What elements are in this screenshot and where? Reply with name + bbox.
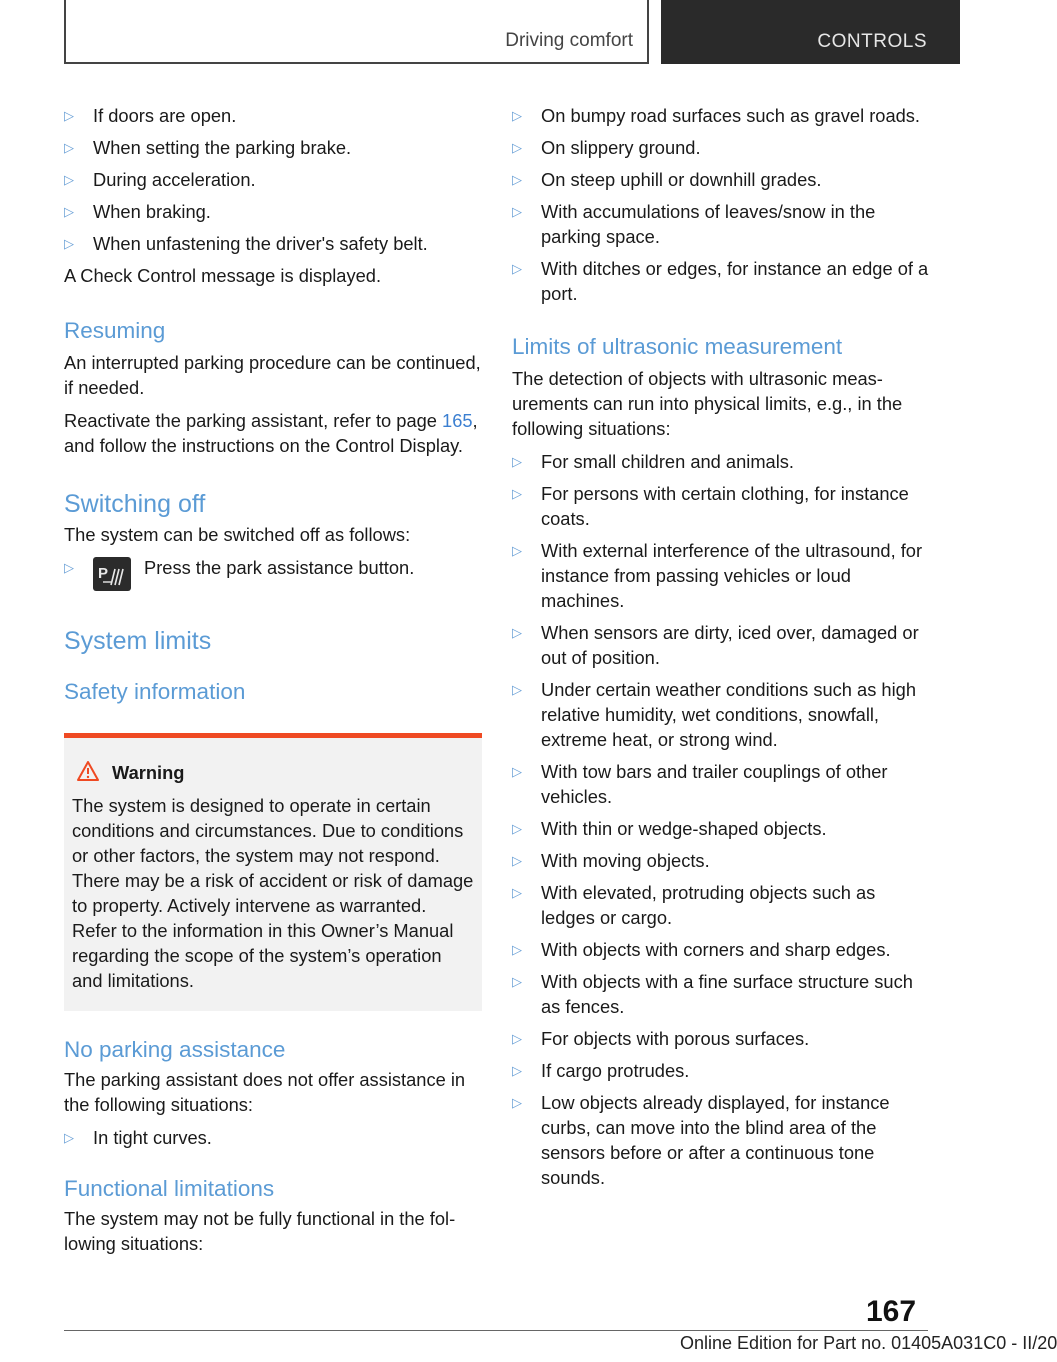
bullet-icon: ▷	[512, 885, 522, 900]
bullet-icon: ▷	[64, 236, 74, 251]
bullet-icon: ▷	[512, 764, 522, 779]
no-parking-intro: The parking assistant does not offer assistance in the following situations:	[64, 1069, 466, 1115]
list-item: ▷ With elevated, protruding objects such as ledges or cargo.	[512, 882, 876, 928]
heading-safety-information: Safety information	[64, 679, 246, 704]
list-item: ▷ When setting the parking brake.	[64, 137, 352, 158]
list-item: ▷ With thin or wedge-shaped objects.	[512, 818, 827, 839]
heading-system-limits: System limits	[64, 627, 212, 655]
check-control-text: A Check Control message is displayed.	[64, 265, 382, 286]
list-item: ▷ P Press the park assistance button.	[64, 555, 482, 591]
list-item: ▷ With ditches or edges, for instance an edge of a port.	[512, 258, 929, 304]
bullet-icon: ▷	[64, 560, 74, 575]
list-item: ▷ On slippery ground.	[512, 137, 701, 158]
list-item: ▷ With objects with corners and sharp edges.	[512, 939, 891, 960]
heading-ultrasonic-limits: Limits of ultrasonic measurement	[512, 334, 843, 359]
header-chapter-title: CONTROLS	[817, 31, 927, 52]
bullet-icon: ▷	[512, 454, 522, 469]
list-item: ▷ When unfastening the driver's safety belt.	[64, 233, 428, 254]
bullet-icon: ▷	[512, 625, 522, 640]
list-item: ▷ Under certain weather conditions such as high relative humidity, wet conditions, snowfall, extreme heat, or strong wind.	[512, 679, 916, 750]
list-item: ▷ For objects with porous surfaces.	[512, 1028, 810, 1049]
bullet-icon: ▷	[512, 1031, 522, 1046]
heading-switching-off: Switching off	[64, 490, 206, 518]
list-item: ▷ With objects with a fine surface structure such as fences.	[512, 971, 913, 1017]
switching-off-list	[64, 555, 482, 591]
resuming-reference-paragraph: Reactivate the parking assistant, refer to page 165, and follow the instructions on the Control Display.	[64, 410, 478, 456]
header-section-box	[64, 0, 649, 64]
no-parking-list	[64, 1125, 482, 1150]
bullet-icon: ▷	[512, 942, 522, 957]
list-item: ▷ On bumpy road surfaces such as gravel roads.	[512, 105, 921, 126]
page-reference-link[interactable]: 165	[442, 410, 473, 431]
left-top-list	[64, 103, 482, 256]
left-column	[64, 103, 482, 1264]
bullet-icon: ▷	[512, 974, 522, 989]
list-item: ▷ With moving objects.	[512, 850, 710, 871]
warning-triangle-icon	[76, 760, 100, 782]
bullet-icon: ▷	[512, 682, 522, 697]
bullet-icon: ▷	[64, 172, 74, 187]
bullet-icon: ▷	[64, 108, 74, 123]
list-item: ▷ In tight curves.	[64, 1127, 212, 1148]
bullet-icon: ▷	[512, 108, 522, 123]
bullet-icon: ▷	[512, 172, 522, 187]
bullet-icon: ▷	[512, 204, 522, 219]
ultrasonic-intro: The detection of objects with ultrasonic measurements can run into physical limits, e.g., in the following situations:	[512, 368, 903, 439]
list-item: ▷ For small children and animals.	[512, 451, 794, 472]
svg-text:P: P	[98, 565, 109, 582]
bullet-icon: ▷	[512, 821, 522, 836]
footer-edition: Online Edition for Part no. 01405A031C0 - II/20	[680, 1333, 1057, 1353]
warning-text: The system is designed to operate in certain conditions and circumstances. Due to conditions or other factors, the system may not respond. There may be a risk of accident or risk of damage to property. Actively intervene as warranted. Refer to the information in this Owner’s Manual regarding the scope of the system’s operation and limitations.	[72, 795, 474, 991]
warning-box	[64, 733, 482, 1011]
list-item: ▷ For persons with certain clothing, for instance coats.	[512, 483, 909, 529]
functional-intro: The system may not be fully functional in the following situations:	[64, 1208, 456, 1254]
heading-no-parking-assistance: No parking assistance	[64, 1037, 286, 1062]
list-item: ▷ Low objects already displayed, for instance curbs, can move into the blind area of the sensors before or after a continuous tone sounds.	[512, 1092, 890, 1188]
list-item: ▷ With tow bars and trailer couplings of other vehicles.	[512, 761, 888, 807]
bullet-icon: ▷	[64, 1130, 74, 1145]
list-item: ▷ When sensors are dirty, iced over, damaged or out of position.	[512, 622, 919, 668]
heading-functional-limitations: Functional limitations	[64, 1176, 275, 1201]
right-top-list	[512, 103, 932, 306]
page-number: 167	[866, 1295, 917, 1328]
list-item: ▷ During acceleration.	[64, 169, 256, 190]
switching-off-intro: The system can be switched off as follows:	[64, 524, 411, 545]
right-column	[512, 103, 932, 1197]
park-assist-button-icon	[93, 557, 131, 591]
bullet-icon: ▷	[512, 261, 522, 276]
header-section-title: Driving comfort	[505, 30, 633, 51]
bullet-icon: ▷	[512, 543, 522, 558]
heading-resuming: Resuming	[64, 318, 166, 343]
list-item: ▷ With accumulations of leaves/snow in the parking space.	[512, 201, 876, 247]
resuming-paragraph: An interrupted parking procedure can be continued, if needed.	[64, 352, 481, 398]
bullet-icon: ▷	[64, 204, 74, 219]
bullet-icon: ▷	[512, 853, 522, 868]
warning-title-row	[72, 760, 474, 785]
bullet-icon: ▷	[512, 486, 522, 501]
bullet-icon: ▷	[512, 1063, 522, 1078]
ultrasonic-list	[512, 449, 932, 1190]
bullet-icon: ▷	[512, 140, 522, 155]
warning-title: Warning	[112, 762, 185, 783]
bullet-icon: ▷	[512, 1095, 522, 1110]
list-item: ▷ If doors are open.	[64, 105, 237, 126]
list-item: ▷ On steep uphill or downhill grades.	[512, 169, 822, 190]
list-item: ▷ If cargo protrudes.	[512, 1060, 690, 1081]
bullet-icon: ▷	[64, 140, 74, 155]
list-item: ▷ With external interference of the ultrasound, for instance from passing vehicles or loud machines.	[512, 540, 923, 611]
footer-divider	[64, 1330, 928, 1331]
list-item: ▷ When braking.	[64, 201, 211, 222]
header-chapter-tab	[661, 0, 960, 64]
